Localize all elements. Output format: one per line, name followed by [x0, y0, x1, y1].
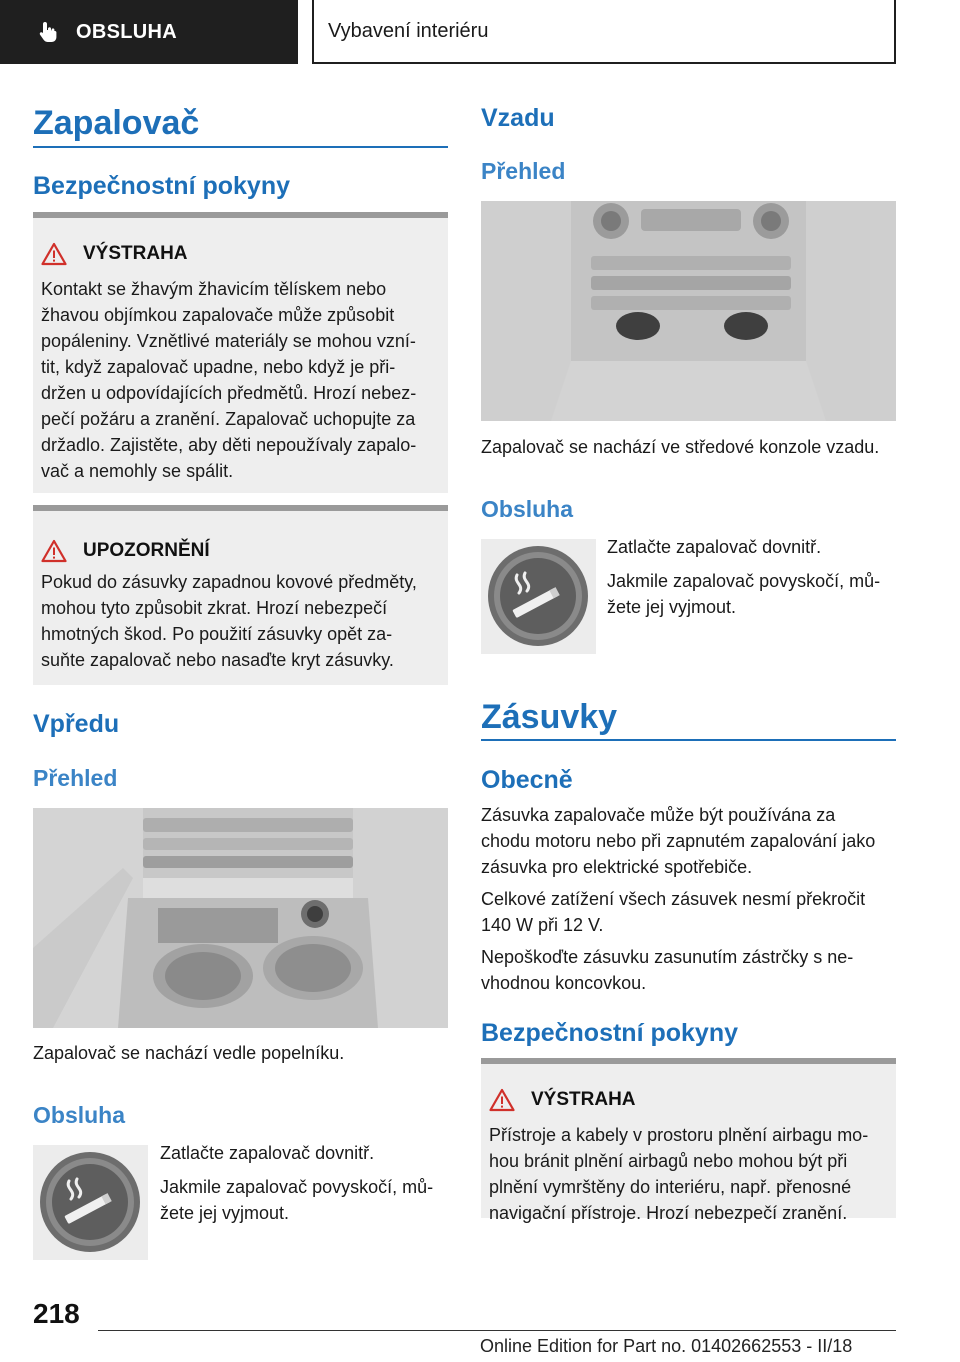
front-heading: Vpředu: [33, 710, 120, 738]
general-line: zásuvka pro elektrické spotřebiče.: [481, 857, 753, 877]
front-op-step2b: žete jej vyjmout.: [160, 1203, 290, 1223]
front-lighter-button-image: [33, 1145, 148, 1260]
general-paragraph: [481, 802, 896, 880]
rear-heading: Vzadu: [481, 104, 555, 132]
warning-line: Kontakt se žhavým žhavicím tělískem nebo: [41, 279, 387, 299]
warning-line: vač a nemohly se spálit.: [41, 461, 234, 481]
warning-triangle-icon: [41, 539, 67, 563]
airbag-warning-line: navigační přístroje. Hrozí nebezpečí zranění.: [489, 1203, 848, 1223]
front-console-illustration: [33, 808, 448, 1028]
front-operation-heading: Obsluha: [33, 1102, 126, 1128]
safety-heading: Bezpečnostní pokyny: [33, 172, 290, 200]
rear-lighter-button-image: [481, 539, 596, 654]
cigarette-lighter-icon: [481, 539, 596, 654]
warning-line: popáleniny. Vznětlivé materiály se mohou vzní‐: [41, 331, 416, 351]
warning-box-airbag: [481, 1058, 896, 1223]
rear-overview-heading: Přehled: [481, 158, 566, 184]
airbag-warning-line: plnění vymrštěny do interiéru, např. přenosné: [489, 1177, 852, 1197]
rear-op-step2a: Jakmile zapalovač povyskočí, mů‐: [607, 571, 881, 591]
notice-text: [41, 569, 440, 673]
airbag-warning-line: hou bránit plnění airbagů nebo mohou být při: [489, 1151, 848, 1171]
warning-triangle-icon: [489, 1088, 515, 1112]
warning-line: držen u odpovídajících předmětů. Hrozí nebez‐: [41, 383, 417, 403]
page-header: [0, 0, 960, 66]
general-line: Zásuvka zapalovače může být používána za: [481, 805, 836, 825]
front-op-step2a: Jakmile zapalovač povyskočí, mů‐: [160, 1177, 434, 1197]
footer-rule: [98, 1330, 896, 1331]
load-paragraph: [481, 886, 896, 938]
title-rule: [33, 146, 448, 148]
notice-line: Pokud do zásuvky zapadnou kovové předměty,: [41, 572, 417, 592]
notice-label: UPOZORNĚNÍ: [83, 540, 210, 561]
warning-header: [33, 242, 188, 266]
warning-label: VÝSTRAHA: [83, 243, 188, 264]
airbag-warning-text: [489, 1122, 888, 1226]
rear-console-illustration: [481, 201, 896, 421]
warning-line: žhavou objímkou zapalovače může způsobit: [41, 305, 395, 325]
notice-box-shortcircuit: [33, 505, 448, 685]
airbag-warning-header: [481, 1088, 636, 1112]
notice-header: [33, 539, 210, 563]
load-line: 140 W při 12 V.: [481, 915, 604, 935]
notice-line: hmotných škod. Po použití zásuvky opět za‐: [41, 624, 393, 644]
damage-paragraph: [481, 944, 896, 996]
rear-op-step2b: žete jej vyjmout.: [607, 597, 737, 617]
rear-console-photo: [481, 201, 896, 421]
sockets-title: Zásuvky: [481, 698, 618, 736]
sockets-safety-heading: Bezpečnostní pokyny: [481, 1019, 738, 1047]
rear-op-step1: Zatlačte zapalovač dovnitř.: [607, 537, 822, 557]
front-op-step1: Zatlačte zapalovač dovnitř.: [160, 1143, 375, 1163]
warning-triangle-icon: [41, 242, 67, 266]
page-title: Zapalovač: [33, 104, 200, 142]
damage-line: vhodnou koncovkou.: [481, 973, 647, 993]
airbag-warning-line: Přístroje a kabely v prostoru plnění airbagu mo‐: [489, 1125, 869, 1145]
warning-text: [41, 276, 440, 484]
chapter-title: Vybavení interiéru: [312, 0, 896, 64]
airbag-warning-label: VÝSTRAHA: [531, 1089, 636, 1110]
cigarette-lighter-icon: [33, 1145, 148, 1260]
rear-operation-heading: Obsluha: [481, 496, 574, 522]
warning-line: pečí požáru a zranění. Zapalovač uchopujte za: [41, 409, 416, 429]
damage-line: Nepoškoďte zásuvku zasunutím zástrčky s ne‐: [481, 947, 854, 967]
front-console-photo: [33, 808, 448, 1028]
footer-edition: Online Edition for Part no. 01402662553 - II/18: [480, 1336, 853, 1356]
rear-photo-caption: Zapalovač se nachází ve středové konzole vzadu.: [481, 437, 880, 457]
section-tab: [0, 0, 298, 64]
warning-box-burn: [33, 212, 448, 493]
warning-line: držadlo. Zajistěte, aby děti nepoužívaly zapalo‐: [41, 435, 417, 455]
page-number: 218: [33, 1298, 80, 1329]
general-heading: Obecně: [481, 766, 573, 794]
load-line: Celkové zatížení všech zásuvek nesmí překročit: [481, 889, 866, 909]
front-overview-heading: Přehled: [33, 765, 118, 791]
warning-line: tit, když zapalovač upadne, nebo když je při‐: [41, 357, 396, 377]
front-photo-caption: Zapalovač se nachází vedle popelníku.: [33, 1043, 345, 1063]
sockets-title-rule: [481, 739, 896, 741]
hand-pointer-icon: [36, 20, 60, 44]
notice-line: mohou tyto způsobit zkrat. Hrozí nebezpečí: [41, 598, 388, 618]
general-line: chodu motoru nebo při zapnutém zapalování jako: [481, 831, 876, 851]
notice-line: suňte zapalovač nebo nasaďte kryt zásuvky.: [41, 650, 394, 670]
section-tab-label: OBSLUHA: [76, 20, 177, 43]
